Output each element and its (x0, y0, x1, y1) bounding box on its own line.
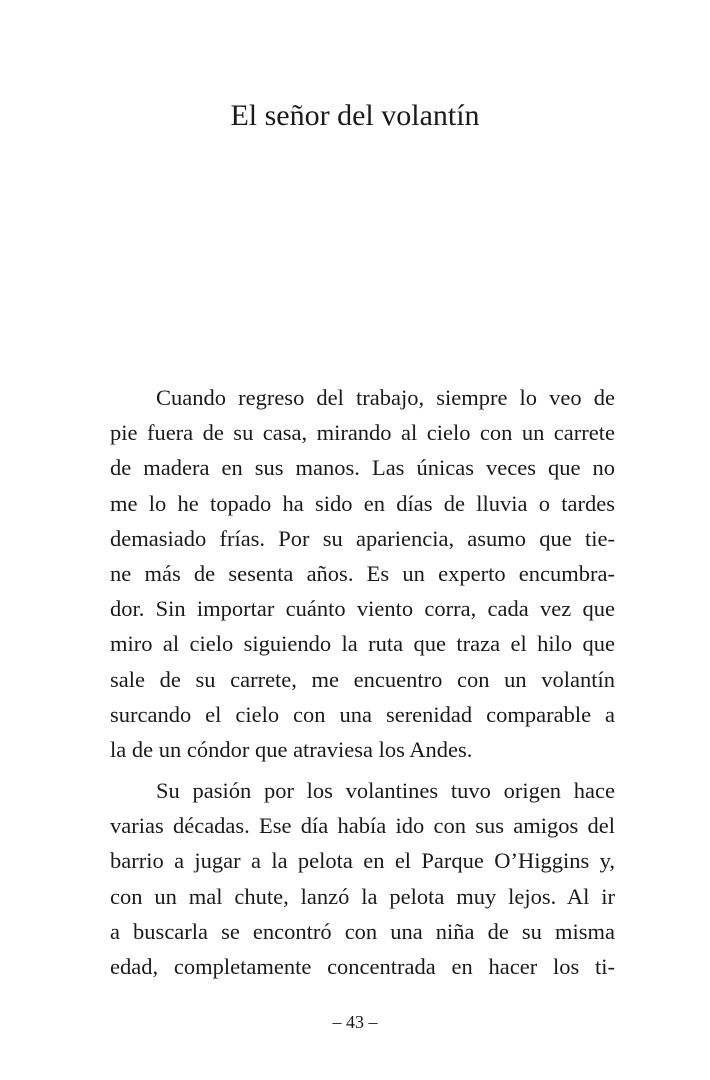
body-text (110, 380, 615, 984)
paragraph (110, 773, 615, 984)
text-line: Su pasión por los volantines tuvo origen hace (156, 778, 615, 804)
chapter-title: El señor del volantín (230, 99, 480, 132)
text-line: surcando el cielo con una serenidad comparable a (110, 701, 615, 727)
text-line: ne más de sesenta años. Es un experto encumbra- (110, 560, 615, 586)
text-line: la de un cóndor que atraviesa los Andes. (110, 736, 473, 762)
paragraph (110, 380, 615, 767)
text-line: edad, completamente concentrada en hacer los ti- (110, 954, 615, 979)
text-line: sale de su carrete, me encuentro con un volantín (110, 666, 615, 692)
text-line: barrio a jugar a la pelota en el Parque O’Higgins y, (110, 848, 615, 874)
text-line: me lo he topado ha sido en días de lluvia o tardes (110, 490, 615, 516)
text-line: con un mal chute, lanzó la pelota muy lejos. Al ir (110, 883, 615, 909)
text-line: dor. Sin importar cuánto viento corra, cada vez que (110, 596, 615, 622)
text-line: pie fuera de su casa, mirando al cielo con un carrete (110, 420, 615, 446)
page-number: – 43 – (332, 1012, 378, 1032)
text-line: Cuando regreso del trabajo, siempre lo veo de (156, 385, 615, 410)
text-line: miro al cielo siguiendo la ruta que traza el hilo que (110, 631, 615, 657)
text-line: demasiado frías. Por su apariencia, asumo que tie- (110, 525, 615, 551)
text-line: a buscarla se encontró con una niña de su misma (110, 918, 615, 944)
text-line: varias décadas. Ese día había ido con sus amigos del (110, 813, 615, 839)
text-line: de madera en sus manos. Las únicas veces que no (110, 455, 615, 481)
